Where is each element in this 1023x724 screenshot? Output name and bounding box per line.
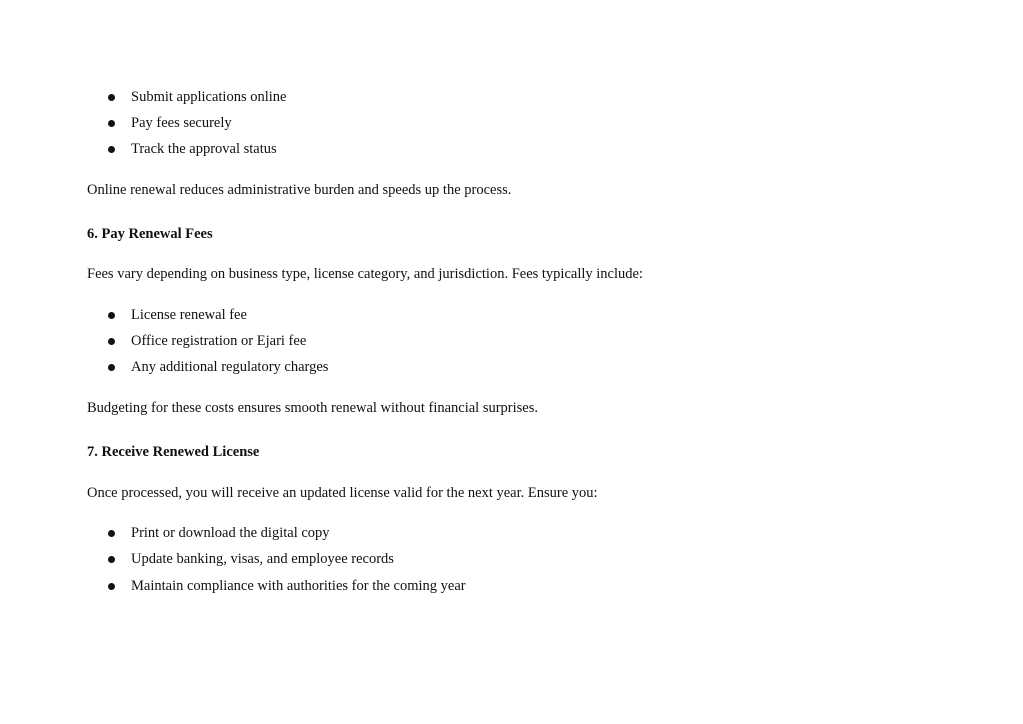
bullet-icon [108,94,115,101]
paragraph-budgeting: Budgeting for these costs ensures smooth renewal without financial surprises. [87,400,539,416]
paragraph-online-renewal: Online renewal reduces administrative burden and speeds up the process. [87,182,512,198]
paragraph-fees: Fees vary depending on business type, license category, and jurisdiction. Fees typically include: [87,266,643,282]
list-item-text: Track the approval status [131,141,277,157]
bullet-icon [108,146,115,153]
list-item-text: Update banking, visas, and employee records [131,551,394,567]
list-item [108,577,466,595]
list-item-text: Print or download the digital copy [131,525,330,541]
list-item [108,332,306,350]
list-item [108,140,277,158]
bullet-icon [108,120,115,127]
bullet-icon [108,556,115,563]
bullet-icon [108,583,115,590]
list-item [108,88,286,106]
list-item-text: Office registration or Ejari fee [131,333,307,349]
list-item [108,550,394,568]
list-item-text: Pay fees securely [131,115,232,131]
list-item-text: Maintain compliance with authorities for the coming year [131,578,466,594]
section-heading-pay-renewal-fees: 6. Pay Renewal Fees [87,226,213,242]
list-item [108,114,232,132]
list-item-text: Submit applications online [131,89,287,105]
list-item-text: License renewal fee [131,307,247,323]
section-heading-receive-renewed-license: 7. Receive Renewed License [87,444,260,460]
bullet-icon [108,312,115,319]
list-item [108,306,247,324]
list-item [108,524,330,542]
bullet-icon [108,338,115,345]
bullet-icon [108,530,115,537]
list-item [108,358,328,376]
list-item-text: Any additional regulatory charges [131,359,329,375]
paragraph-receive: Once processed, you will receive an updated license valid for the next year. Ensure you: [87,485,598,501]
bullet-icon [108,364,115,371]
